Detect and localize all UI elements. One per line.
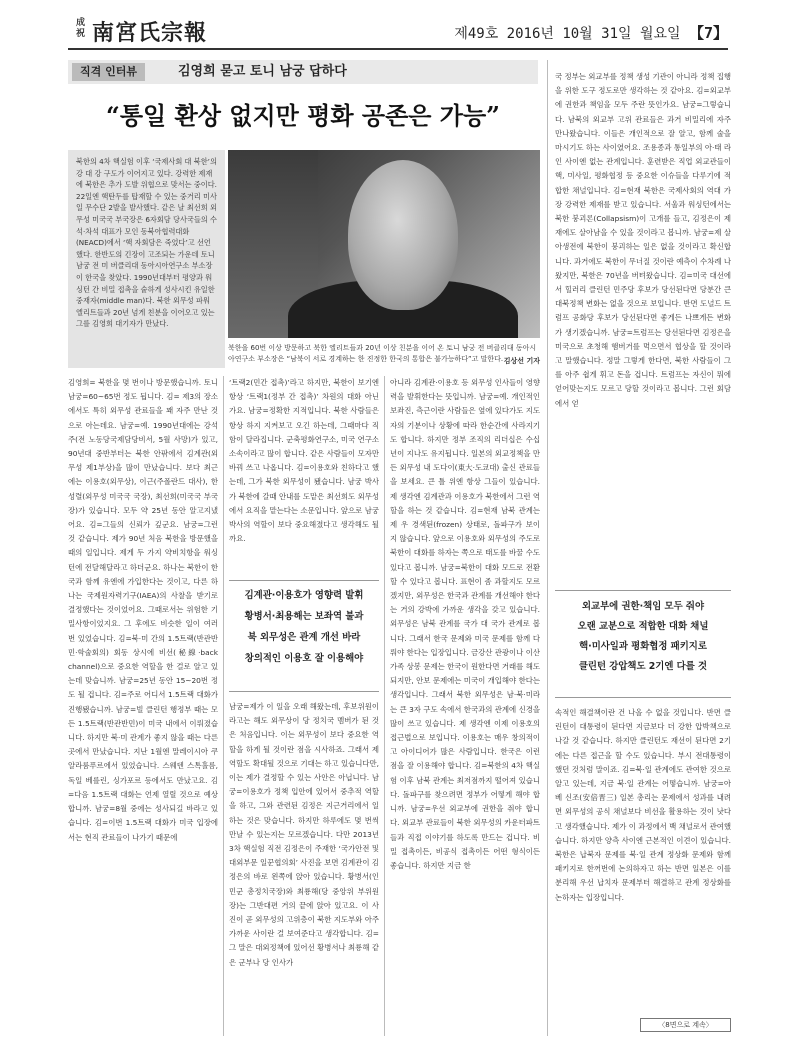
- issue-info: [454, 22, 728, 43]
- interview-header: [68, 60, 538, 84]
- pull-quote-line: 북 외무성은 관계 개선 바라: [247, 632, 361, 643]
- column-rule: [384, 376, 385, 1036]
- side-quote-line: 오랜 교분으로 적합한 대화 채널: [577, 621, 709, 632]
- interview-subtitle: 김영희 묻고 토니 남궁 답하다: [178, 64, 347, 79]
- column-2-lower-text: 남궁=제가 이 일을 오래 해왔는데, 후보위원이라고는 해도 외무상이 당 정치국 멤버가 된 것은 처음입니다. 이는 외무성이 보다 중요한 역할을 하게 될 것이란 점을 시사하죠. 그래서 제 역할도 확대될 것으로 기대는 하고 있습니다만, 이는 제가 결정할 수 있는 사안은 아닙니다. 남궁=이용호가 정책 입안에 있어서 중추적 역할을 하고, 그와 관련된 김정은 지근거리에서 일하는 것은 맞습니다. 하지만 하루에도 몇 번씩 만날 수 있는지는 모르겠습니다. 다만 2013년 3차 핵실험 직전 김정은이 주재한 ‘국가안전 및 대외부문 일꾼협의회’ 사진을 보면 김계관이 김정은의 바로 왼쪽에 앉아 있습니다. 황병서(인민군 총정치국장)와 최룡해(당 중앙위 부위원장)는 그반대편 거의 끝에 앉아 있고요. 이 사진이 곧 외무성의 고위층이 북한 지도부와 아주 가까운 사이란 걸 보여준다고 생각합니다. 김=그 말은 대외정책에 있어선 황병서나 최룡해 같은 군부나 당 인사가: [229, 702, 379, 967]
- side-quote-line: 핵·미사일과 평화협정 패키지로: [579, 641, 707, 652]
- article-column-4-lower: [555, 706, 731, 1016]
- photo-credit: 김상선 기자: [503, 357, 540, 365]
- pull-quote: [229, 580, 379, 692]
- column-3-text: 아니라 김계관·이용호 등 외무성 인사들이 영향력을 발휘한다는 뜻입니까. 남궁=예. 개인적인 보좌진, 측근이란 사람들은 옆에 있다가도 지도자의 기분이나 상황에 따라 한순간에 사라지기도 합니다. 하지만 정부 조직의 리더십은 수십 년이 지나도 유지됩니다. 일본의 외교정책을 만든 외무성 내 도다이(東大·도쿄대) 출신 관료들을 보세요. 큰 틀 위엔 항상 그들이 있습니다. 제 생각엔 김계관과 이용호가 북한에서 그런 역할을 하는 것 같습니다. 김=현재 남북 관계는 제 우 경색된(frozen) 상태로, 돌파구가 보이지 않습니다. 앞으로 이용호와 외무성의 주도로 북한이 대화를 하자는 쪽으로 태도를 바꿀 수도 있다고 봅니까. 남궁=북한이 대화 모드로 전환할 수 있다고 봅니다. 표현이 좀 과할지도 모르겠지만, 외무성은 한국과 관계를 개선해야 한다는 거의 강박에 가까운 생각을 갖고 있습니다. 외무성은 남북 관계를 국가 대 국가 관계로 봅니다. 그래서 한국 문제와 미국 문제를 함께 다뤄야 한다는 입장입니다. 금강산 관광이나 이산가족 상봉 문제는 한국이 원한다면 거래를 해도 되지만, 안보 문제에는 미국이 개입해야 한다는 생각입니다. 그래서 북한 외무성은 남·북·미라는 큰 3자 구도 속에서 한국과의 관계에 신경을 많이 쓰고 있습니다. 제 생각엔 이제 이용호의 접근법으로 보입니다. 이용호는 매우 창의적이고 아이디어가 많은 사람입니다. 한국은 이런 점을 잘 이용해야 합니다. 김=북한의 4차 핵실험 이후 남북 관계는 최저점까지 떨어져 있습니다. 돌파구를 찾으려면 정부가 어떻게 해야 합니까. 남궁=우선 외교부에 권한을 줘야 합니다. 외교부 관료들이 북한 외무성의 카운터파트들과 직접 이야기를 하도록 만드는 겁니다. 비밀 접촉이든, 비공식 접촉이든 어떤 형식이든 좋습니다. 하지만 지금 한: [390, 378, 540, 870]
- photo-face: [348, 160, 458, 310]
- interview-photo: [228, 150, 540, 338]
- pull-quote-line: 황병서·최용해는 보좌역 불과: [244, 611, 364, 622]
- column-rule: [223, 376, 224, 1036]
- column-1-text: 김영희= 북한을 몇 번이나 방문했습니까. 토니 남궁=60~65번 정도 됩니다. 김= 제3의 장소에서도 특히 외무성 관료들을 꽤 자주 만난 것으로 아는데요. 남궁=예. 1990년대에는 강석주(전 노동당국제담당비서, 5월 사망)가 있고, 90년대 중반부터는 북한 안팎에서 김계관(외무성 제1부상)을 많이 만났습니다. 보다 최근에는 이용호(외무상), 이근(주폴란드 대사), 한성렬(외무성 미국국 국장), 최선희(미국국 부국장)가 있습니다. 모두 약 25년 동안 알고지냈어요. 김=그들의 신뢰가 깊군요. 남궁=그런 것 같습니다. 제가 90년 처음 북한을 방문했을 때의 일입니다. 제게 두 가지 약비치항을 워싱턴에 전달해달라고 하더군요. 하나는 북한이 한국과 함께 유엔에 가입한다는 것이고, 다른 하나는 국제원자력기구(IAEA)의 사찰을 받기로 결정했다는 것이었어요. 그때로서는 위험한 기밀사항이었지요. 그 후에도 비슷한 일이 여러 번 있었습니다. 김=북·미 간의 1.5트랙(반관반민·학술회의) 회동 상시에 비선(秘線·back channel)으로 중요한 역할을 한 걸로 알고 있는데 맞습니까. 남궁=25년 동안 15~20번 정도 될 겁니다. 김=주로 어디서 1.5트랙 대화가 진행됐습니까. 남궁=빌 클린턴 행정부 때는 모든 1.5트랙(반관반민)이 미국 내에서 이뤄졌습니다. 하지만 북·미 관계가 좋지 않을 때는 다른 곳에서 만났습니다. 지난 1월엔 말레이시아 쿠알라룸푸르에서 있었습니다. 스웨덴 스톡홀름, 독일 베를린, 싱가포르 등에서도 만났고요. 김=다음 1.5트랙 대화는 언제 열릴 것으로 예상합니까. 남궁=8월 중에는 성사되길 바라고 있습니다. 김=이번 1.5트랙 대화가 미국 입장에서는 현직 관료들이 나가기 때문에: [68, 378, 218, 842]
- column-rule: [547, 60, 548, 1036]
- column-2-text: ‘트랙2(민간 접촉)’라고 하지만, 북한이 보기엔 항상 ‘트랙1(정부 간 접촉)’ 차원의 대화 아닌가요. 남궁=정확한 지적입니다. 북한 사람들은 항상 하지 지켜보고 오긴 하는데, 그때마다 직함이 달라집니다. 군축평화연구소, 미국 연구소 소속이라고 많이 합니다. 같은 사람들이 모자만 바꿔 쓰고 나옵니다. 김=이용호와 친하다고 했는데, 그가 북한 외무성이 됐습니다. 남궁 박사가 북한에 갈때 안내를 도맡은 최선희도 외무성에서 요직을 맡는다는 소문입니다. 앞으로 남궁 박사의 역할이 보다 중요해졌다고 생각해도 될까요.: [229, 378, 379, 544]
- article-column-1: [68, 376, 218, 1036]
- masthead: [68, 16, 728, 50]
- article-column-4: [555, 70, 731, 585]
- continued-note: 〈8면으로 계속〉: [640, 1018, 731, 1032]
- photo-caption: [228, 343, 540, 367]
- column-4-lower-text: 속적인 해결책이란 건 나올 수 없을 것입니다. 반면 클린턴이 대통령이 된다면 지금보다 더 강한 압박책으로 나갈 것 같습니다. 하지만 클린턴도 재선이 된다면 2기에는 다른 접근을 할 수도 있습니다. 부시 전대통령이 했던 것처럼 말이죠. 김=북·일 관계에도 관여한 것으로 알고 있는데, 지금 북·일 관계는 어떻습니까. 남궁=아베 신조(安倍晋三) 일본 총리는 문제에서 성과를 내려면 외무성의 공식 채널보다 비선을 활용하는 것이 낫다고 생각했습니다. 제가 이 과정에서 백 채널로서 관여했습니다. 하지만 양측 사이엔 근본적인 이견이 있습니다. 북한은 납북자 문제를 북·일 관계 정상화 문제와 함께 패키지로 한꺼번에 논의하자고 하는 반면 일본은 이를 분리해 우선 납치자 문제부터 해결하고 관계 정상화를 논하자는 입장입니다.: [555, 708, 731, 902]
- pull-quote-line: 창의적인 이용호 잘 이용해야: [244, 653, 364, 664]
- intro-box: 북한의 4차 핵실험 이후 ‘국제사회 대 북한’의 강 대 강 구도가 이어지고 있다. 강력한 제재에 북한은 추가 도발 위협으로 맞서는 중이다. 22일엔 핵탄두를 탑재할 수 있는 중거리 미사일 무수단 2발을 발사했다. 같은 날 최선희 외무성 미국국 부국장은 6자회담 당사국들의 수석·차석 대표가 모인 동북아협력대화(NEACD)에서 ‘핵 자회담은 죽었다’고 선언했다. 한반도의 긴장이 고조되는 가운데 토니 남궁 전 미 버클리대 동아시아연구소 부소장이 한국을 찾았다. 1990년대부터 평양과 워싱턴 간 비밀 접촉을 숱하게 성사시킨 유일한 중재자(middle man)다. 북한 외무성 파워 엘리트들과 20년 넘게 친분을 이어오고 있는 그를 김영희 대기자가 만났다.: [68, 150, 225, 368]
- article-column-2: [229, 376, 379, 576]
- interview-label: 직격 인터뷰: [72, 63, 145, 81]
- side-quote: [555, 590, 731, 698]
- side-quote-line: 클린턴 강압책도 2기엔 다를 것: [578, 661, 708, 672]
- issue-date: 제49호 2016년 10월 31일 월요일: [454, 26, 681, 42]
- pull-quote-line: 김계관·이용호가 영향력 발휘: [244, 590, 364, 601]
- article-column-2-lower: [229, 700, 379, 1036]
- masthead-seal: 成祝: [76, 18, 86, 39]
- article-column-3: [390, 376, 540, 1036]
- column-4-text: 국 정부는 외교부를 정책 생성 기관이 아니라 정책 집행을 위한 도구 정도로만 생각하는 것 같아요. 김=외교부에 권한과 책임을 모두 주란 뜻인가요. 남궁=그렇습니다. 남북의 외교부 고위 관료들은 과거 비밀리에 자주 만나왔습니다. 이들은 개인적으로 잘 알고, 함께 술을 마시기도 하는 사이였어요. 조용종과 통일부의 아·태 라인 사이엔 없는 관계입니다. 훈련받은 직업 외교관들이 핵, 미사일, 평화협정 등 중요한 이슈들을 다루기에 적합한 채널입니다. 김=현재 북한은 국제사회의 역대 가장 강력한 제재를 받고 있습니다. 서울과 워싱턴에서는 북한 붕괴론(Collapsism)이 고개를 들고, 김정은이 제재에도 살아남을 수 있을 것이라고 봅니까. 남궁=제 살아생전에 북한이 붕괴하는 일은 없을 것이라고 확신합니다. 과거에도 북한이 무너질 것이란 예측이 수차례 나왔지만, 북한은 70년을 버텨왔습니다. 김=미국 대선에서 힐러리 클린턴 민주당 후보가 당선된다면 당분간 큰 대북정책 변화는 없을 것으로 보입니다. 반면 도널드 트럼프 공화당 후보가 당선된다면 좋게든 나쁘게든 변화가 생기겠습니까. 남궁=트럼프는 당선된다면 김정은을 미국으로 초청해 햄버거를 먹으면서 협상을 할 것이라고 말했습니다. 정말 그렇게 한다면, 북한 사람들이 그를 아주 쉽게 휘고 돈을 겁니다. 트럼프는 자신이 뭐에 얻어맞는지도 모르고 당할 것이라고 봅니다. 그런 회담에서 얻: [555, 72, 731, 408]
- side-quote-line: 외교부에 권한·책임 모두 줘야: [581, 601, 705, 612]
- masthead-title: 南宮氏宗報: [92, 20, 208, 46]
- headline: “통일 환상 없지만 평화 공존은 가능”: [106, 101, 500, 130]
- caption-text: 북한을 60번 이상 방문하고 북한 엘리트들과 20년 이상 친분을 이어 온 토니 남궁 전 버클리대 동아시아연구소 부소장은 “남북이 서로 경계하는 한 진정한 한국의 통합은 불가능하다”고 말한다.: [228, 344, 537, 363]
- page-number: 【7】: [688, 24, 728, 42]
